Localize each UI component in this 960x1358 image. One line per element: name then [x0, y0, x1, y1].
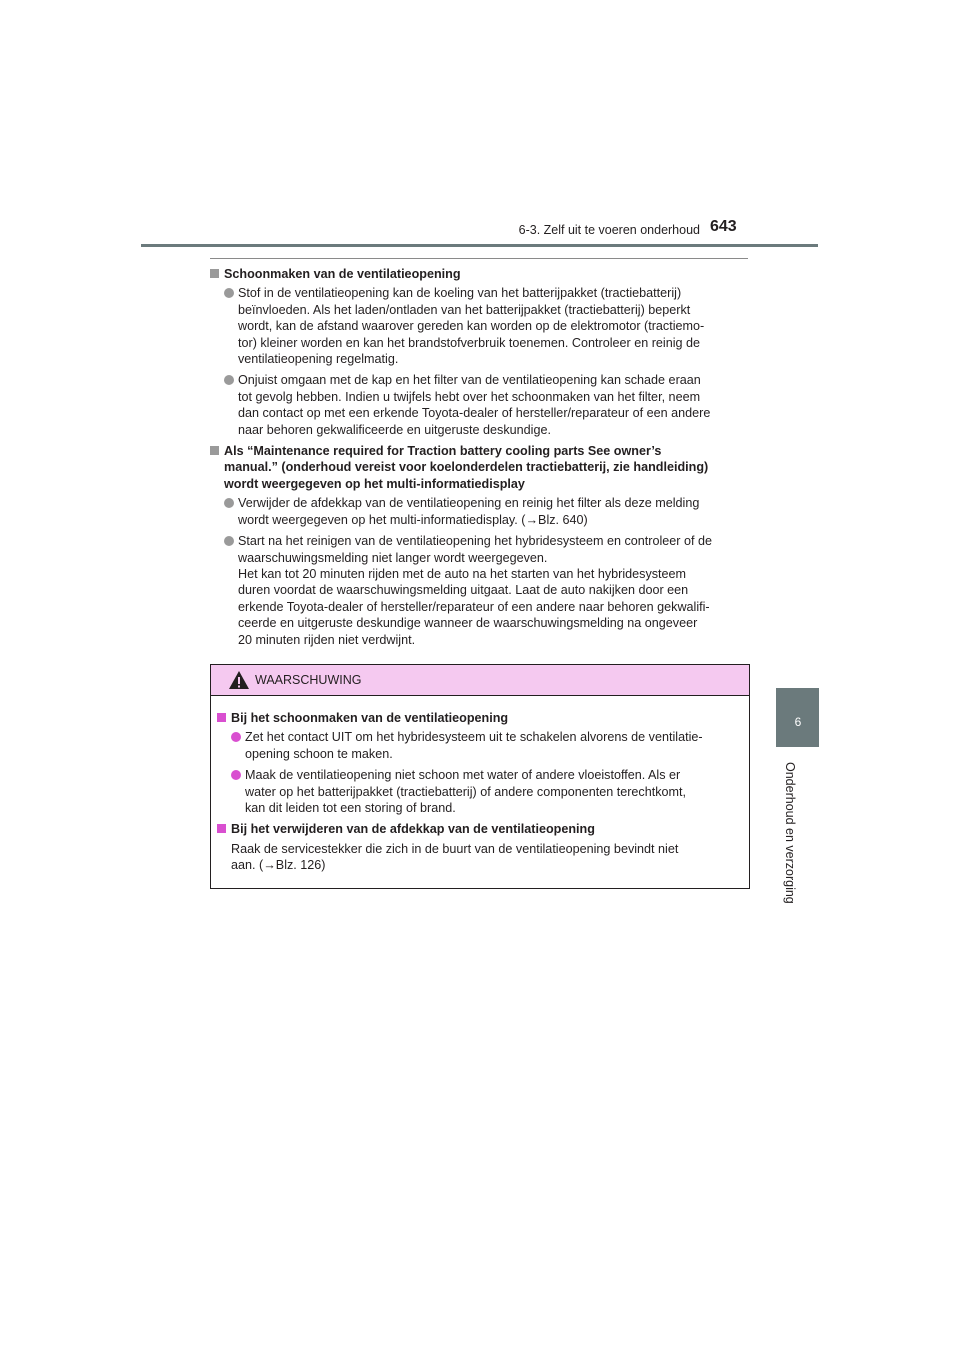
main-content	[210, 258, 748, 653]
warning-heading: Bij het verwijderen van de afdekkap van de ventilatieopening	[217, 821, 743, 837]
square-bullet-icon	[210, 446, 219, 455]
square-bullet-icon	[210, 269, 219, 278]
chapter-number: 6	[794, 715, 802, 729]
section-heading: Als “Maintenance required for Traction battery cooling parts See owner’s manual.” (onderhoud vereist voor koelonderdelen tractiebatterij, zie handleiding) wordt weergegeven op het multi-informatiedisplay	[210, 443, 748, 492]
header-rule	[141, 244, 818, 247]
circle-bullet-icon	[231, 770, 241, 780]
circle-bullet-icon	[224, 375, 234, 385]
bullet-item: Start na het reinigen van de ventilatieopening het hybridesysteem en controleer of de waarschuwingsmelding niet langer wordt weergegeven. Het kan tot 20 minuten rijden met de auto na het starten van het hybridesysteem duren voordat de waarschuwingsmelding uitgaat. Laat de auto nakijken door een erkende Toyota-dealer of hersteller/reparateur of een andere naar behoren gekwalifi- ceerde en uitgeruste deskundige wanneer de waarschuwingsmelding na ongeveer 20 minuten rijden niet verdwijnt.	[210, 533, 748, 648]
circle-bullet-icon	[224, 288, 234, 298]
section-title: 6-3. Zelf uit te voeren onderhoud	[518, 223, 700, 237]
square-bullet-icon	[217, 713, 226, 722]
warning-header	[211, 665, 749, 696]
circle-bullet-icon	[224, 498, 234, 508]
square-bullet-icon	[217, 824, 226, 833]
circle-bullet-icon	[224, 536, 234, 546]
page-number: 643	[710, 218, 737, 235]
warning-triangle-icon	[228, 670, 250, 695]
warning-bullet: Maak de ventilatieopening niet schoon met water of andere vloeistoffen. Als er water op het batterijpakket (tractiebatterij) of andere componenten terechtkomt, kan dit leiden tot een storing of brand.	[217, 767, 743, 816]
warning-text: Raak de servicestekker die zich in de buurt van de ventilatieopening bevindt niet aan. (→Blz. 126)	[231, 841, 679, 873]
warning-body	[211, 696, 749, 888]
bullet-item: Onjuist omgaan met de kap en het filter van de ventilatieopening kan schade eraan tot gevolg hebben. Indien u twijfels hebt over het schoonmaken van het filter, neem dan contact op met een erkende Toyota-dealer of hersteller/reparateur of een andere naar behoren gekwalificeerde en uitgeruste deskundige.	[210, 372, 748, 438]
warning-box	[210, 664, 750, 889]
bullet-item: Verwijder de afdekkap van de ventilatieopening en reinig het filter als deze melding wordt weergegeven op het multi-informatiedisplay. (→Blz. 640)	[210, 495, 748, 528]
warning-title: WAARSCHUWING	[255, 673, 362, 687]
warning-heading: Bij het schoonmaken van de ventilatieopening	[217, 710, 743, 726]
section-heading: Schoonmaken van de ventilatieopening	[210, 266, 748, 282]
chapter-label: Onderhoud en verzorging	[783, 762, 797, 904]
bullet-item: Stof in de ventilatieopening kan de koeling van het batterijpakket (tractiebatterij) beïnvloeden. Als het laden/ontladen van het batterijpakket (tractiebatterij) beperkt wordt, kan de afstand waarover gereden kan worden op de elektromotor (tractiemo- tor) kleiner worden en kan het brandstofverbruik toenemen. Controleer en reinig de ventilatieopening regelmatig.	[210, 285, 748, 367]
circle-bullet-icon	[231, 732, 241, 742]
content-divider	[210, 258, 748, 259]
warning-bullet: Zet het contact UIT om het hybridesysteem uit te schakelen alvorens de ventilatie- opening schoon te maken.	[217, 729, 743, 762]
